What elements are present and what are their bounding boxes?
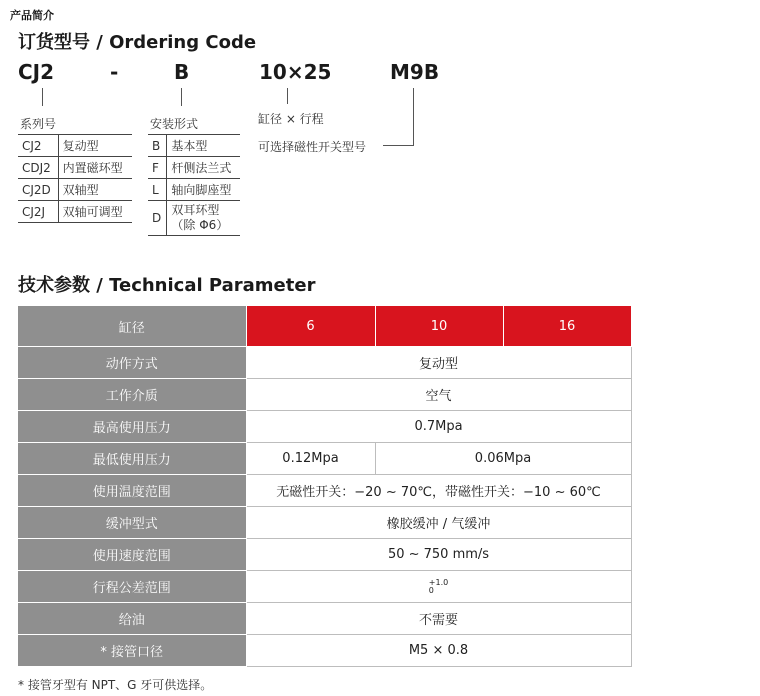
technical-parameter-title: 技术参数 / Technical Parameter xyxy=(18,275,316,296)
series-code: CJ2D xyxy=(18,179,58,201)
table-row xyxy=(18,411,631,443)
param-label: 给油 xyxy=(18,603,246,635)
series-table-header: 系列号 xyxy=(18,113,132,135)
stroke-tolerance xyxy=(429,579,448,595)
param-label: 缓冲型式 xyxy=(18,507,246,539)
param-value xyxy=(246,571,631,603)
switch-label: 可选择磁性开关型号 xyxy=(258,140,367,154)
param-value: 0.7Mpa xyxy=(246,411,631,443)
param-value: 复动型 xyxy=(246,347,631,379)
param-value: 不需要 xyxy=(246,603,631,635)
param-label: 行程公差范围 xyxy=(18,571,246,603)
table-row xyxy=(18,475,631,507)
table-row xyxy=(18,539,631,571)
table-row xyxy=(18,635,631,667)
mount-desc-line2: （除 Φ6） xyxy=(171,218,229,232)
table-row xyxy=(148,157,240,179)
table-row xyxy=(18,306,631,347)
footnote: * 接管牙型有 NPT、G 牙可供选择。 xyxy=(18,678,213,692)
param-label: 工作介质 xyxy=(18,379,246,411)
table-row xyxy=(18,347,631,379)
table-row xyxy=(148,135,240,157)
mount-code: B xyxy=(148,135,167,157)
param-value: 无磁性开关：−20 ~ 70℃，带磁性开关：−10 ~ 60℃ xyxy=(246,475,631,507)
table-row xyxy=(148,179,240,201)
param-label: 使用速度范围 xyxy=(18,539,246,571)
table-row xyxy=(18,507,631,539)
mount-desc-line1: 双耳环型 xyxy=(171,203,220,217)
mount-desc: 轴向脚座型 xyxy=(167,179,240,201)
series-desc: 内置磁环型 xyxy=(58,157,132,179)
param-label: 最低使用压力 xyxy=(18,443,246,475)
code-dash: - xyxy=(110,60,119,84)
table-row xyxy=(18,135,132,157)
code-switch: M9B xyxy=(390,60,440,84)
mount-code: L xyxy=(148,179,167,201)
intro-title: 产品简介 xyxy=(10,9,54,22)
table-row xyxy=(18,603,631,635)
param-label: 动作方式 xyxy=(18,347,246,379)
table-row xyxy=(18,443,631,475)
mount-code: D xyxy=(148,201,167,236)
technical-table xyxy=(18,305,632,667)
mount-table-header: 安装形式 xyxy=(148,113,240,135)
table-row xyxy=(18,571,631,603)
switch-connector-vertical xyxy=(413,88,414,145)
tolerance-upper: +1.0 xyxy=(428,577,449,587)
mount-desc: 基本型 xyxy=(167,135,240,157)
mount-code: F xyxy=(148,157,167,179)
bore-value: 10 xyxy=(375,306,503,347)
mount-connector xyxy=(181,88,182,106)
param-label: * 接管口径 xyxy=(18,635,246,667)
table-row xyxy=(18,157,132,179)
series-code: CJ2J xyxy=(18,201,58,223)
bore-stroke-label: 缸径 × 行程 xyxy=(258,112,324,126)
switch-connector-horizontal xyxy=(383,145,414,146)
param-value: 0.12Mpa xyxy=(246,443,375,475)
series-code: CDJ2 xyxy=(18,157,58,179)
param-value: 橡胶缓冲 / 气缓冲 xyxy=(246,507,631,539)
series-connector xyxy=(42,88,43,106)
table-row xyxy=(18,201,132,223)
series-code: CJ2 xyxy=(18,135,58,157)
mount-table xyxy=(148,113,240,236)
bore-label: 缸径 xyxy=(18,306,246,347)
series-desc: 双轴可调型 xyxy=(58,201,132,223)
mount-desc xyxy=(167,201,240,236)
param-label: 最高使用压力 xyxy=(18,411,246,443)
table-row xyxy=(18,179,132,201)
tolerance-lower: 0 xyxy=(428,585,434,595)
param-label: 使用温度范围 xyxy=(18,475,246,507)
series-desc: 复动型 xyxy=(58,135,132,157)
table-row xyxy=(148,201,240,236)
ordering-code-title: 订货型号 / Ordering Code xyxy=(18,32,257,53)
code-bore-stroke: 10×25 xyxy=(259,60,332,84)
bore-connector xyxy=(287,88,288,104)
param-value: 0.06Mpa xyxy=(375,443,631,475)
param-value: M5 × 0.8 xyxy=(246,635,631,667)
bore-value: 16 xyxy=(503,306,631,347)
param-value: 50 ~ 750 mm/s xyxy=(246,539,631,571)
series-desc: 双轴型 xyxy=(58,179,132,201)
table-row xyxy=(18,379,631,411)
code-mount: B xyxy=(174,60,190,84)
series-table xyxy=(18,113,132,223)
code-series: CJ2 xyxy=(18,60,55,84)
mount-desc: 杆侧法兰式 xyxy=(167,157,240,179)
param-value: 空气 xyxy=(246,379,631,411)
bore-value: 6 xyxy=(246,306,375,347)
